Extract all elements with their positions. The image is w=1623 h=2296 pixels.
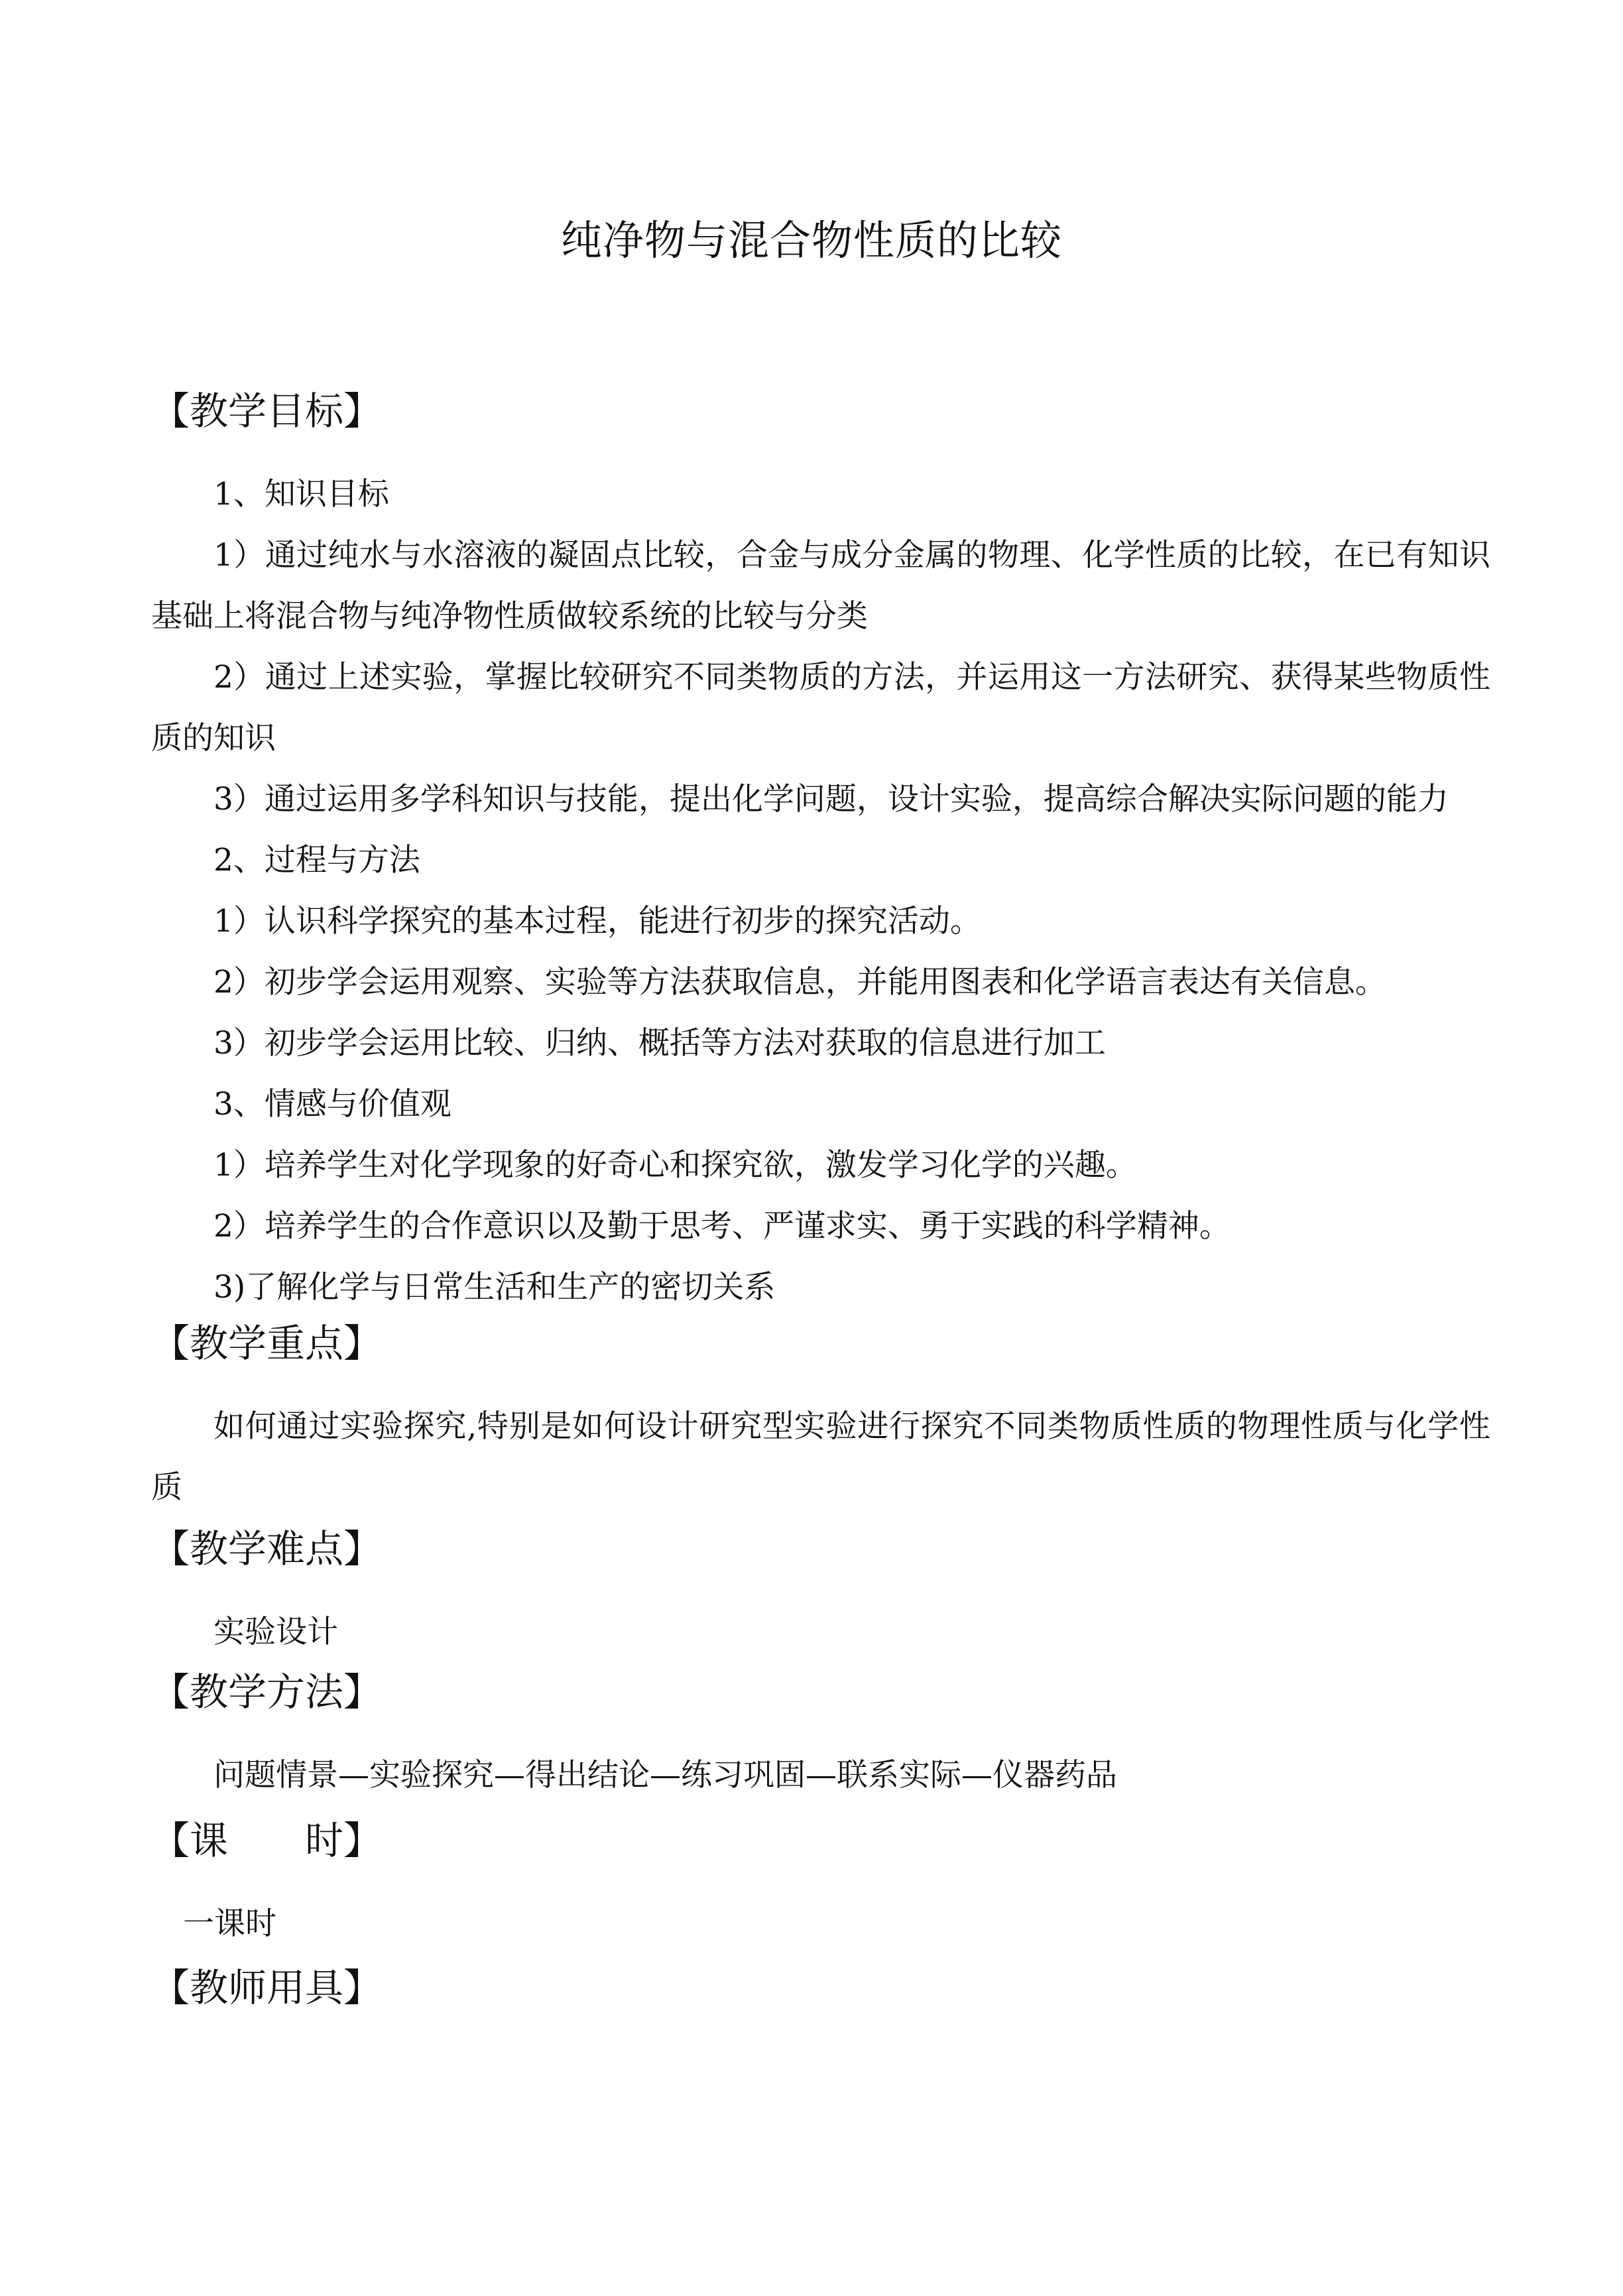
- objectives-line-2: 1）通过纯水与水溶液的凝固点比较，合金与成分金属的物理、化学性质的比较，在已有知识基础上将混合物与纯净物性质做较系统的比较与分类: [151, 537, 1490, 634]
- heading-class-hours: 【课 时】: [151, 1818, 383, 1863]
- heading-key-points: 【教学重点】: [151, 1321, 383, 1366]
- key-points-text: 如何通过实验探究,特别是如何设计研究型实验进行探究不同类物质性质的物理性质与化学性质: [151, 1408, 1490, 1506]
- difficulties-text: 实验设计: [213, 1614, 338, 1650]
- spacer: [151, 438, 1490, 464]
- objectives-line-12: 3)了解化学与日常生活和生产的密切关系: [213, 1269, 776, 1305]
- heading-teaching-methods: 【教学方法】: [151, 1669, 383, 1715]
- objectives-line-5: 2、过程与方法: [213, 842, 420, 878]
- document-body: [151, 385, 1490, 2014]
- spacer: [151, 1719, 1490, 1745]
- spacer: [151, 1370, 1490, 1396]
- heading-teacher-tools: 【教师用具】: [151, 1965, 383, 2010]
- hours-text: 一课时: [183, 1905, 276, 1942]
- spacer: [151, 1575, 1490, 1602]
- objectives-line-4: 3）通过运用多学科知识与技能，提出化学问题，设计实验，提高综合解决实际问题的能力: [213, 781, 1449, 817]
- heading-difficulties: 【教学难点】: [151, 1526, 383, 1571]
- objectives-line-9: 3、情感与价值观: [213, 1086, 451, 1122]
- spacer: [151, 1867, 1490, 1894]
- objectives-line-8: 3）初步学会运用比较、归纳、概括等方法对获取的信息进行加工: [213, 1025, 1106, 1061]
- document-title: 纯净物与混合物性质的比较: [560, 216, 1062, 265]
- objectives-line-6: 1）认识科学探究的基本过程，能进行初步的探究活动。: [213, 903, 981, 939]
- objectives-line-10: 1）培养学生对化学现象的好奇心和探究欲，激发学习化学的兴趣。: [213, 1147, 1137, 1183]
- heading-teaching-objectives: 【教学目标】: [151, 389, 383, 434]
- methods-text: 问题情景—实验探究—得出结论—练习巩固—联系实际—仪器药品: [213, 1757, 1117, 1793]
- objectives-line-11: 2）培养学生的合作意识以及勤于思考、严谨求实、勇于实践的科学精神。: [213, 1208, 1231, 1244]
- objectives-line-3: 2）通过上述实验，掌握比较研究不同类物质的方法，并运用这一方法研究、获得某些物质性质的知识: [151, 659, 1490, 756]
- objectives-line-1: 1、知识目标: [213, 476, 389, 513]
- objectives-line-7: 2）初步学会运用观察、实验等方法获取信息，并能用图表和化学语言表达有关信息。: [213, 964, 1386, 1000]
